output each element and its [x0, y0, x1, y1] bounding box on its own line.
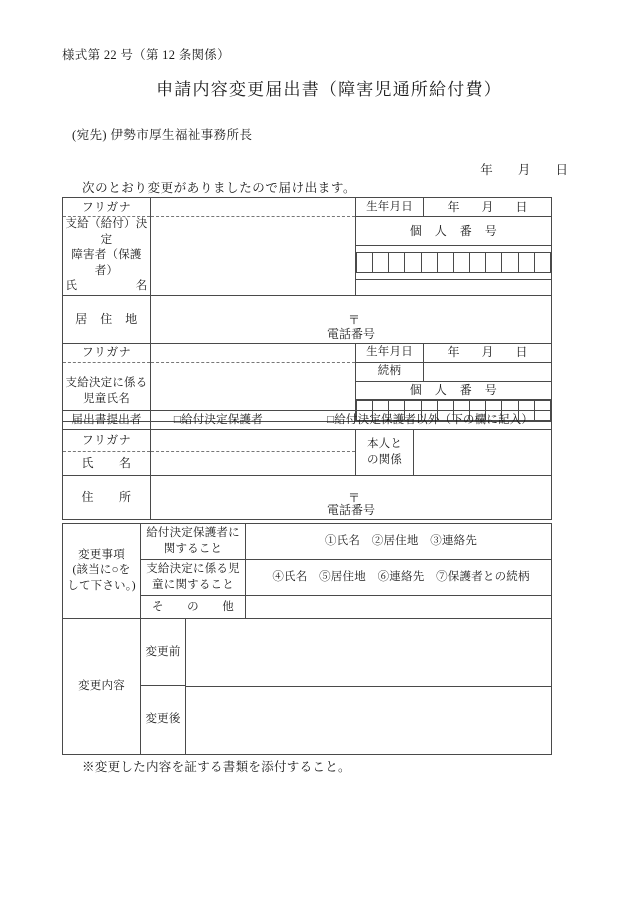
- birth-day-label: 日: [515, 199, 528, 214]
- change-row3-label: そ の 他: [141, 596, 246, 619]
- birthdate-label: 生年月日: [356, 198, 424, 217]
- applicant-name-label-l1: 支給（給付）決定: [65, 218, 148, 246]
- birth-year-label: 年: [447, 199, 460, 214]
- change-row1-label: [141, 524, 246, 560]
- residence-input[interactable]: [151, 295, 552, 343]
- submitter-relation-label: [356, 430, 414, 476]
- change-items-label-l2: (該当に○を: [72, 564, 131, 577]
- submitter-options: [151, 411, 552, 430]
- submitter-relation-label-l2: の関係: [366, 453, 403, 466]
- child-name-label-l2: 児童氏名: [83, 392, 130, 405]
- birth-month-label: 月: [481, 199, 494, 214]
- change-row1-label-l1: 給付決定保護者に: [146, 527, 240, 539]
- change-row2-label-l1: 支給決定に係る児: [146, 563, 240, 576]
- date-year-label: 年: [480, 163, 493, 177]
- mynumber-digit-box[interactable]: [405, 253, 421, 273]
- before-label: 変更前: [145, 645, 181, 658]
- child-relation-input[interactable]: [424, 362, 552, 381]
- postal-mark-icon: 〒: [347, 312, 360, 327]
- footer-note: ※変更した内容を証する書類を添付すること。: [82, 760, 351, 774]
- birthdate-input[interactable]: [424, 198, 552, 217]
- submitter-furigana-input[interactable]: [151, 430, 356, 452]
- intro-text: 次のとおり変更がありましたので届け出ます。: [82, 181, 357, 195]
- furigana-label: フリガナ: [63, 198, 151, 217]
- option-guardian-checkbox[interactable]: □給付決定保護者: [173, 413, 263, 426]
- mynumber-digit-box[interactable]: [470, 253, 486, 273]
- submitter-table: [62, 410, 552, 520]
- document-title: 申請内容変更届出書（障害児通所給付費）: [156, 80, 502, 99]
- change-row2-label-l2: 童に関すること: [152, 578, 234, 591]
- change-items-label-l3: して下さい。): [67, 579, 136, 592]
- submitter-relation-label-l1: 本人と: [366, 437, 403, 450]
- form-number: 様式第 22 号（第 12 条関係）: [62, 48, 230, 62]
- addressee-line: (宛先) 伊勢市厚生福祉事務所長: [72, 128, 253, 142]
- child-birth-month-label: 月: [481, 345, 494, 360]
- submitter-name-input[interactable]: [151, 452, 356, 476]
- option-other-checkbox[interactable]: □給付決定保護者以外（下の欄に記入）: [327, 413, 534, 426]
- mynumber-digit-box[interactable]: [437, 253, 453, 273]
- applicant-name-label: [63, 217, 151, 296]
- change-row1-label-l2: 関すること: [163, 542, 223, 555]
- mynumber-boxes: [356, 246, 552, 280]
- change-content-label: 変更内容: [63, 619, 141, 755]
- before-value-input[interactable]: [186, 619, 552, 687]
- submitter-furigana-label: フリガナ: [63, 430, 151, 452]
- mynumber-digit-box[interactable]: [534, 253, 550, 273]
- mynumber-spacer: [356, 280, 552, 295]
- mynumber-digit-box[interactable]: [502, 253, 518, 273]
- change-row2-value[interactable]: ④氏名 ⑤居住地 ⑥連絡先 ⑦保護者との続柄: [246, 560, 552, 596]
- residence-label: 居 住 地: [63, 295, 151, 343]
- date-month-label: 月: [517, 163, 531, 177]
- change-items-label: [63, 524, 141, 619]
- applicant-table: [62, 197, 552, 422]
- mynumber-digit-box[interactable]: [421, 253, 437, 273]
- submitter-postal-mark-icon: 〒: [347, 491, 360, 505]
- residence-tel-label: 電話番号: [326, 326, 376, 341]
- submitter-address-label: 住 所: [63, 476, 151, 520]
- child-relation-label: 続柄: [356, 362, 424, 381]
- child-birthdate-input[interactable]: [424, 343, 552, 362]
- change-table: [62, 523, 552, 755]
- change-items-label-l1: 変更事項: [78, 548, 125, 561]
- child-furigana-input[interactable]: [151, 343, 356, 362]
- mynumber-label: 個 人 番 号: [356, 217, 552, 246]
- change-row1-value[interactable]: ①氏名 ②居住地 ③連絡先: [246, 524, 552, 560]
- submitter-name-label: 氏 名: [63, 452, 151, 476]
- child-furigana-label: フリガナ: [63, 343, 151, 362]
- submitter-tel-label: 電話番号: [326, 503, 376, 517]
- applicant-name-label-l3: 氏 名: [65, 280, 148, 293]
- mynumber-digit-box[interactable]: [389, 253, 405, 273]
- submitter-relation-input[interactable]: [414, 430, 552, 476]
- child-mynumber-label: 個 人 番 号: [356, 381, 552, 399]
- child-name-label-l1: 支給決定に係る: [65, 377, 148, 390]
- date-line: [480, 160, 568, 178]
- mynumber-digit-box[interactable]: [518, 253, 534, 273]
- child-birth-year-label: 年: [447, 345, 460, 360]
- applicant-name-label-l2: 障害者（保護者）: [71, 249, 142, 277]
- applicant-name-input[interactable]: [151, 217, 356, 296]
- before-after-label-col: [141, 619, 186, 755]
- change-row3-value[interactable]: [246, 596, 552, 619]
- submitter-address-input[interactable]: [151, 476, 552, 520]
- furigana-input[interactable]: [151, 198, 356, 217]
- mynumber-digit-box[interactable]: [486, 253, 502, 273]
- mynumber-digit-box[interactable]: [357, 253, 373, 273]
- child-birthdate-label: 生年月日: [356, 343, 424, 362]
- mynumber-digit-box[interactable]: [453, 253, 469, 273]
- after-label: 変更後: [145, 713, 181, 726]
- child-birth-day-label: 日: [515, 345, 528, 360]
- change-row2-label: [141, 560, 246, 596]
- after-value-input[interactable]: [186, 687, 552, 755]
- submitter-label: 届出書提出者: [63, 411, 151, 430]
- mynumber-digit-box[interactable]: [373, 253, 389, 273]
- date-day-label: 日: [555, 163, 568, 177]
